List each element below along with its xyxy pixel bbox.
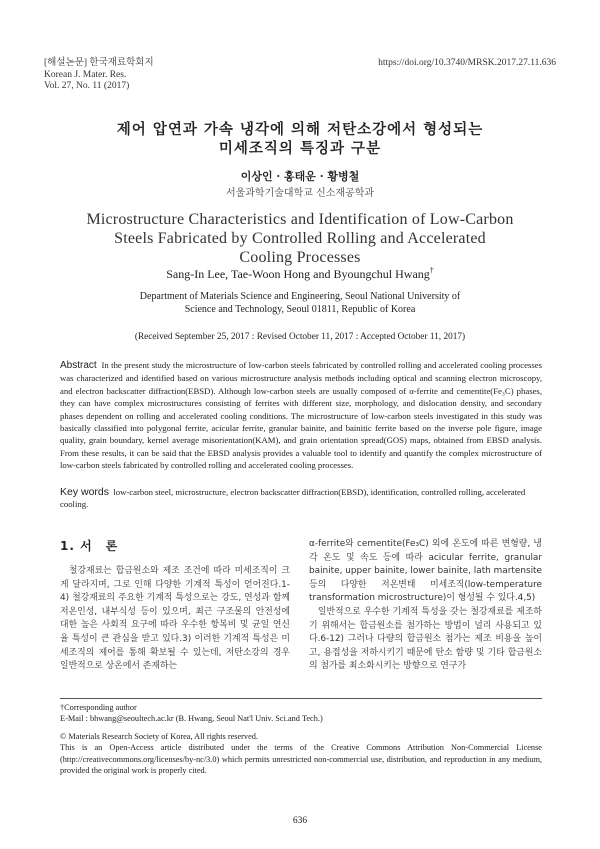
abstract-label: Abstract: [60, 360, 97, 371]
paragraph: 일반적으로 우수한 기계적 특성을 갖는 철강재료를 제조하기 위해서는 합금원소를 첨가하는 방법이 널리 사용되고 있다.6-12) 그러나 다량의 합금원소 첨가는 제조 비용을 높이고, 용접성을 저하시키기 때문에 탄소 함량 및 기타 합금원소의 첨가를 최소화시키는 방향으로 연구가: [309, 606, 542, 672]
received-dates: (Received September 25, 2017 : Revised October 11, 2017 : Accepted October 11, 2017): [134, 332, 466, 342]
journal-name: [해설논문] 한국재료학회지: [44, 58, 154, 68]
doi-link[interactable]: https://doi.org/10.3740/MRSK.2017.27.11.636: [378, 58, 556, 68]
license-text: This is an Open-Access article distributed under the terms of the Creative Commons Attribution Non-Commercial License (http://creativecommons.org/licenses/by-nc/3.0) which permits unrestricted non-commercial use, distribution, and reproduction in any medium, provided the original work is properly cited.: [60, 743, 542, 776]
keywords-text: low-carbon steel, microstructure, electron backscatter diffraction(EBSD), identification, controlled rolling, accelerated cooling.: [60, 487, 526, 510]
paragraph: α-ferrite와 cementite(Fe₃C) 외에 온도에 따른 변형량, 냉각 온도 및 속도 등에 따라 acicular ferrite, granular bainite, upper bainite, lower bainite, lath martensite 등의 다양한 저온변태 미세조직(low-temperature transformation microstructure)이 형성될 수 있다.4,5): [309, 539, 542, 604]
corresponding-mark: †: [429, 266, 434, 275]
author-names: Sang-In Lee, Tae-Woon Hong and Byoungchul Hwang: [166, 267, 430, 281]
english-affiliation: [0, 290, 600, 316]
korean-title: [0, 120, 600, 158]
keywords-label: Key words: [60, 486, 110, 498]
korean-authors: 이상인 · 홍태운 · 황병철: [240, 170, 360, 183]
journal-volume: Vol. 27, No. 11 (2017): [44, 81, 130, 91]
corresponding-author: †Corresponding author: [60, 703, 137, 712]
section-heading: 1. 서 론: [60, 539, 119, 553]
english-authors: [0, 266, 600, 282]
korean-affiliation: 서울과학기술대학교 신소재공학과: [225, 188, 375, 199]
abstract: [60, 359, 542, 472]
page-number: 636: [292, 816, 308, 826]
keywords: [60, 486, 542, 511]
body-right-column: [309, 538, 542, 674]
paragraph: 철강재료는 합금원소와 제조 조건에 따라 미세조직이 크게 달라지며, 그로 인해 다양한 기계적 특성이 얻어진다.1-4) 철강재료의 주요한 기계적 특성으로는 강도, 연성과 함께 저온인성, 내부식성 등이 있으며, 최근 구조물의 안전성에 대한 높은 사회적 요구에 따라 우수한 항복비 및 균일 연신율 특성이 큰 관심을 받고 있다.3) 이러한 기계적 특성은 미세조직의 제어를 통해 확보될 수 있는데, 저탄소강의 경우 일반적으로 상온에서 존재하는: [60, 566, 290, 672]
journal-header: [44, 58, 154, 93]
korean-title-line2: 미세조직의 특징과 구분: [218, 140, 382, 157]
abstract-text: In the present study the microstructure of low-carbon steels fabricated by controlled rolling and accelerated cooling processes was characterized and identified based on various microstructure analysis methods including optical and scanning electron microscopy, and electron backscatter diffraction(EBSD). Although low-carbon steels are usually composed of α-ferrite and cementite(Fe₃C) phases, they can have complex microstructures consisting of ferrites with different size, morphology, and dislocation density, and secondary phases dependent on rolling and accelerated cooling conditions. The microstructure of low-carbon steels investigated in this study was basically classified into polygonal ferrite, acicular ferrite, granular bainite, and bainitic ferrite based on the inverse pole figure, image quality, grain boundary, kernel average misorientation(KAM), and grain orientation spread(GOS) maps, obtained from EBSD analysis. From these results, it can be said that the EBSD analysis provides a valuable tool to identify and quantify the complex microstructure of low-carbon steels fabricated by controlled rolling and accelerated cooling processes.: [60, 360, 542, 471]
affiliation-line1: Department of Materials Science and Engineering, Seoul National University of: [139, 291, 461, 302]
author-email: E-Mail : bhwang@seoultech.ac.kr (B. Hwang, Seoul Nat'l Univ. Sci.and Tech.): [60, 714, 323, 724]
body-left-column: [60, 565, 290, 674]
copyright: © Materials Research Society of Korea, All rights reserved.: [60, 731, 258, 741]
english-title-line1: Microstructure Characteristics and Identification of Low-Carbon: [86, 211, 514, 228]
english-title-line3: Cooling Processes: [239, 249, 361, 266]
english-title-line2: Steels Fabricated by Controlled Rolling and Accelerated: [114, 230, 486, 247]
footnote-divider: [60, 698, 542, 699]
journal-abbrev: Korean J. Mater. Res.: [44, 69, 127, 80]
footnote: [60, 702, 542, 776]
english-title: [0, 210, 600, 267]
korean-title-line1: 제어 압연과 가속 냉각에 의해 저탄소강에서 형성되는: [116, 121, 484, 138]
affiliation-line2: Science and Technology, Seoul 01811, Republic of Korea: [184, 304, 416, 315]
